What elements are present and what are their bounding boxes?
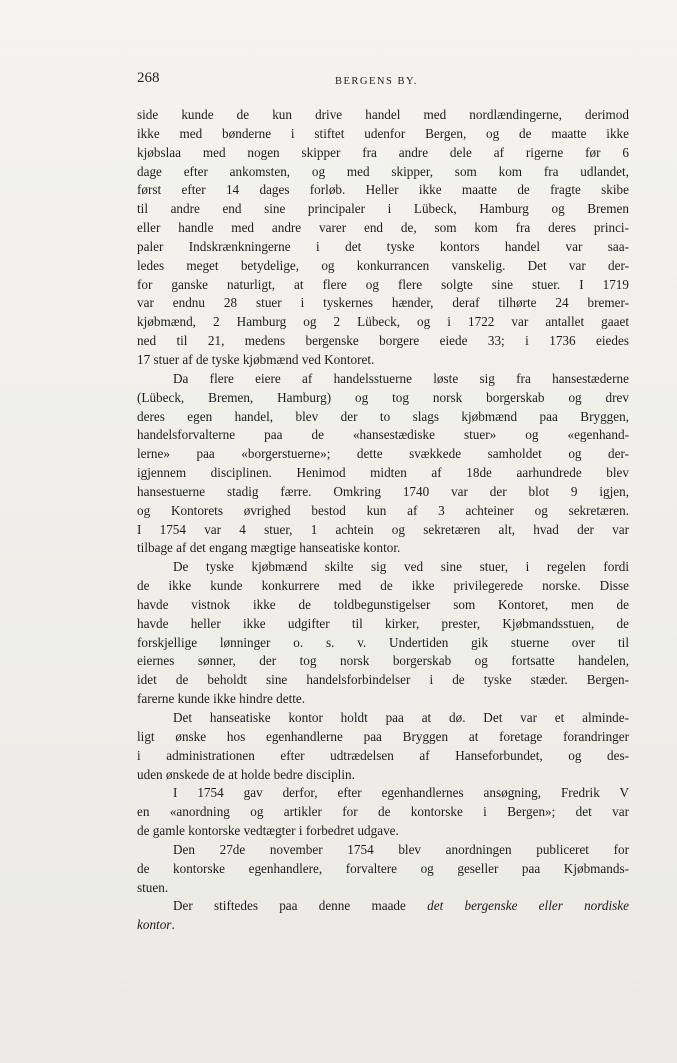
text-line: de kontorske egenhandlere, forvaltere og geseller paa Kjøbmands- <box>137 860 629 876</box>
text-line: Det hanseatiske kontor holdt paa at dø. Det var et alminde- <box>173 710 629 725</box>
text-line: De tyske kjøbmænd skilte sig ved sine stuer, i regelen fordi <box>173 559 629 575</box>
text-line: i administrationen efter udtrædelsen af Hanseforbundet, og des- <box>137 747 629 763</box>
text-line: dage efter ankomsten, og med skipper, som kom fra udlandet, <box>137 163 629 179</box>
paragraph-6 <box>137 841 629 898</box>
italic-phrase-end: kontor <box>137 917 172 933</box>
italic-phrase: det bergenske eller nordiske <box>427 898 630 914</box>
text-line: og Kontorets øvrighed bestod kun af 3 achteiner og sekretæren. <box>137 502 629 518</box>
text-line: forskjellige lønninger o. s. v. Undertiden gik stuerne over til <box>137 634 629 650</box>
paragraph-7 <box>137 897 629 935</box>
text-line: uden ønskede de at holde bedre disciplin. <box>137 766 355 782</box>
text-line: de gamle kontorske vedtægter i forbedret udgave. <box>137 823 399 839</box>
text-line: en «anordning og artikler for de kontorske i Bergen»; det var <box>137 804 629 820</box>
text-line: var endnu 28 stuer i tyskernes hænder, deraf tilhørte 24 bremer- <box>137 295 629 311</box>
text-line: ledes meget betydelige, og konkurrancen vanskelig. Det var der- <box>137 257 629 273</box>
text-line: kjøbmænd, 2 Hamburg og 2 Lübeck, og i 1722 var antallet gaaet <box>137 314 629 330</box>
text-line: (Lübeck, Bremen, Hamburg) og tog norsk borgerskab og drev <box>137 389 629 405</box>
page-number: 268 <box>137 70 160 86</box>
text-line: igjennem disciplinen. Henimod midten af 18de aarhundrede blev <box>137 465 629 481</box>
text-line: idet de beholdt sine handelsforbindelser i de tyske stæder. Bergen- <box>137 672 629 688</box>
text-line: ligt ønske hos egenhandlerne paa Bryggen at foretage forandringer <box>137 728 629 744</box>
text-line: handelsforvalterne paa de «hansestædiske stuer» og «egenhand- <box>137 427 629 443</box>
text-line: ned til 21, medens bergenske borgere eiede 33; i 1736 eiedes <box>137 333 629 349</box>
body-text <box>137 106 629 935</box>
paragraph-3 <box>137 558 629 709</box>
text-line: I 1754 var 4 stuer, 1 achtein og sekretæren alt, hvad der var <box>137 521 629 537</box>
text-line: havde heller ikke udgifter til kirker, prester, Kjøbmandsstuen, de <box>137 615 629 631</box>
text-line: 17 stuer af de tyske kjøbmænd ved Kontoret. <box>137 351 375 367</box>
text-line: Da flere eiere af handelsstuerne løste sig fra hansestæderne <box>173 370 629 386</box>
paragraph-4 <box>137 709 629 784</box>
text-line: de ikke kunde konkurrere med de ikke privilegerede norske. Disse <box>137 578 629 594</box>
end-punctuation: . <box>171 917 175 933</box>
text-line: lerne» paa «borgerstuerne»; dette svækkede samholdet og der- <box>137 446 629 462</box>
text-line: ikke med bønderne i stiftet udenfor Bergen, og de maatte ikke <box>137 125 629 141</box>
paragraph-1 <box>137 106 629 370</box>
text-line: Den 27de november 1754 blev anordningen publiceret for <box>173 841 629 857</box>
text-line: tilbage af det engang mægtige hanseatiske kontor. <box>137 540 401 556</box>
text-line: I 1754 gav derfor, efter egenhandlernes ansøgning, Fredrik V <box>173 785 629 801</box>
text-line: hansestuerne stadig færre. Omkring 1740 var der blot 9 igjen, <box>137 483 629 499</box>
text-line: eiernes sønner, der tog norsk borgerskab og fortsatte handelen, <box>137 653 629 669</box>
text-line <box>137 897 629 916</box>
text-line <box>137 916 629 935</box>
text-line: stuen. <box>137 879 169 895</box>
running-head: BERGENS BY. <box>335 76 418 87</box>
text-line: farerne kunde ikke hindre dette. <box>137 691 306 707</box>
paragraph-2 <box>137 370 629 558</box>
text-line: kjøbslaa med nogen skipper fra andre dele af rigerne før 6 <box>137 144 629 160</box>
text-line: først efter 14 dages forløb. Heller ikke maatte de fragte skibe <box>137 182 629 198</box>
text-line: eller handle med andre varer end de, som kom fra deres princi- <box>137 220 629 236</box>
text-line: deres egen handel, blev der to slags kjøbmænd paa Bryggen, <box>137 408 629 424</box>
paragraph-7-text: Der stiftedes paa denne maade <box>173 898 406 914</box>
text-line: paler Indskrænkningerne i det tyske kontors handel var saa- <box>137 238 629 254</box>
text-line: til andre end sine principaler i Lübeck, Hamburg og Bremen <box>137 201 629 217</box>
text-line: side kunde de kun drive handel med nordlændingerne, derimod <box>137 107 629 122</box>
paragraph-5 <box>137 784 629 841</box>
text-line: havde vistnok ikke de toldbegunstigelser som Kontoret, men de <box>137 596 629 612</box>
text-line: for ganske naturligt, at flere og flere solgte sine stuer. I 1719 <box>137 276 629 292</box>
